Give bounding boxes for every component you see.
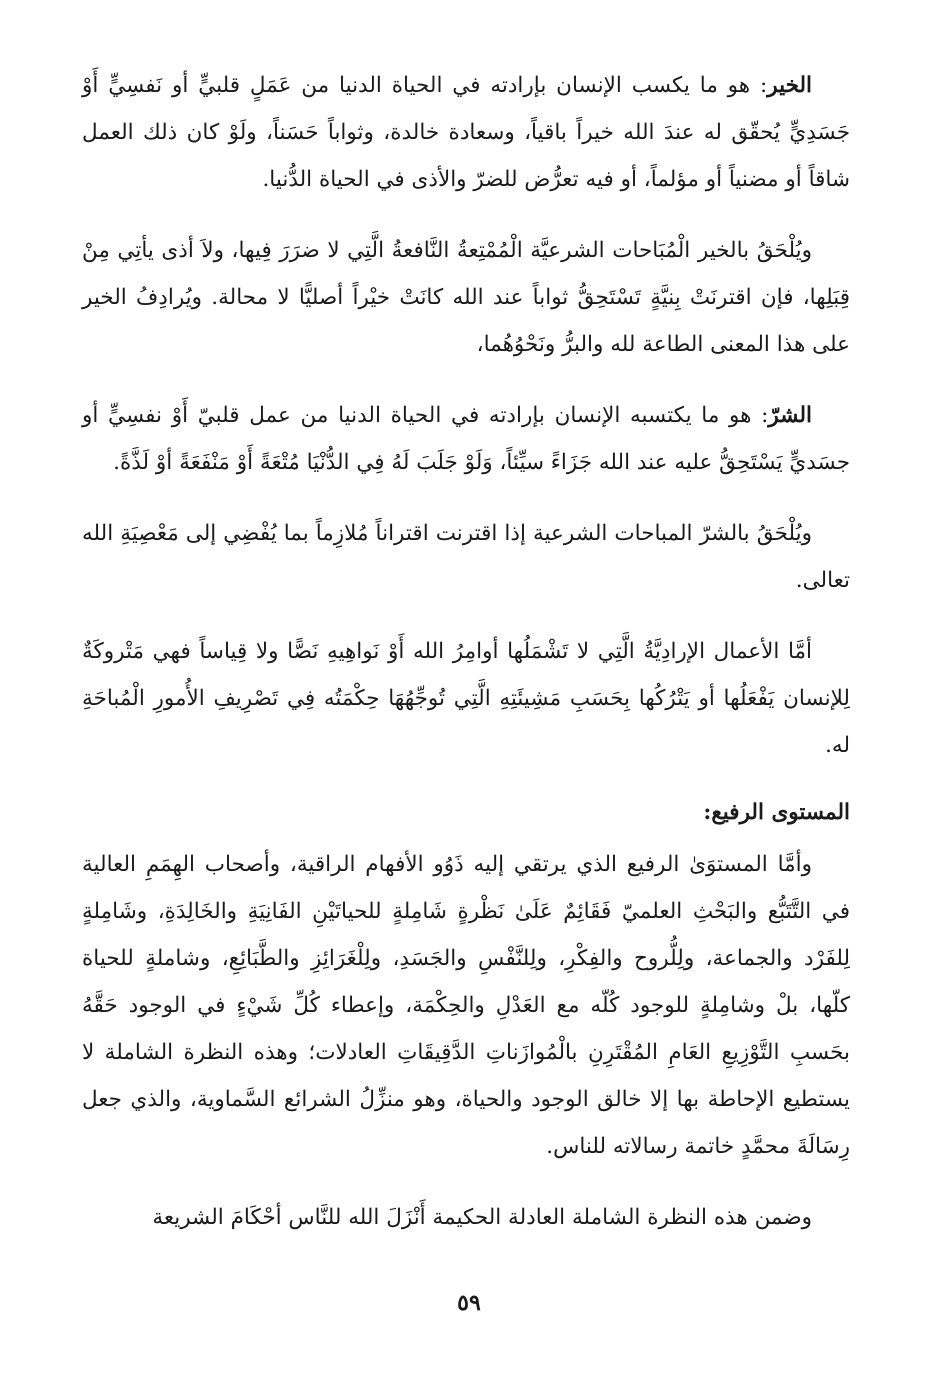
- paragraph-sharr: [82, 392, 850, 486]
- paragraph-mustawa: وأمَّا المستوَىٰ الرفيع الذي يرتقي إليه ذَوُو الأفهام الراقية، وأصحاب الهِمَمِ العالية في التَّتَبُّع والبَحْثِ العلميّ فَقَائِمٌ عَلَىٰ نَظْرةٍ شَامِلةٍ للحياتَيْنِ الفَانِيَةِ والخَالِدَةِ، وشَامِلةٍ لِلفَرْد والجماعة، ولِلُّروح والفِكْرِ، ولِلنَّفْسِ والجَسَدِ، ولِلْغَرَائِزِ والطَّبَائِعِ، وشاملةٍ للحياة كلّها، بلْ وشامِلةٍ للوجود كُلّه مع العَدْلِ والحِكْمَة، وإعطاء كُلِّ شَيْءٍ في الوجود حَقَّهُ بحَسبِ التَّوْزِيعِ العَامِ المُقْتَرِنِ بالْمُوازَناتِ الدَّقِيقَاتِ العادلات؛ وهذه النظرة الشاملة لا يستطيع الإحاطة بها إلا خالق الوجود والحياة، وهو منزِّلُ الشرائع السَّماوية، والذي جعل رِسَالَةَ محمَّدٍ خاتمة رسالاته للناس.: [82, 852, 850, 1159]
- paragraph-sharr-mubahat: ويُلْحَقُ بالشرّ المباحات الشرعية إذا اقترنت اقتراناً مُلازِماً بما يُفْضِي إلى مَعْصِيَةِ الله تعالى.: [82, 521, 850, 593]
- paragraph-khair-text: : هو ما يكسب الإنسان بإرادته في الحياة الدنيا من عَمَلٍ قلبيٍّ أو نَفسِيٍّ أَوْ جَسَدِيٍّ يُحقّق له عندَ الله خيراً باقياً، وسعادة خالدة، وثواباً حَسَناً، ولَوْ كان ذلك العمل شاقاً أو مضنياً أو مؤلماً، أو فيه تعرُّض للضرّ والأذى في الحياة الدُّنيا.: [82, 73, 850, 192]
- page-body: [82, 62, 850, 1265]
- page-number: ٥٩: [457, 1290, 481, 1316]
- term-khair: الخير: [767, 73, 812, 98]
- term-sharr: الشرّ: [768, 403, 812, 428]
- paragraph-dimna: وضمن هذه النظرة الشاملة العادلة الحكيمة أَنْزَلَ الله للنَّاس أحْكَامَ الشريعة: [152, 1205, 812, 1230]
- paragraph-irada: أمَّا الأعمال الإرادِيَّةُ الَّتِي لا تَشْمَلُها أوامِرُ الله أَوْ نَواهِيهِ نَصًّا ولا قِياساً فهي مَتْروكَةٌ لِلإنسان يَفْعَلُها أو يَتْرُكُها بِحَسَبِ مَشِيئَتِهِ الَّتِي تُوجِّهُهَا حِكْمَتُه فِي تَصْرِيفِ الأُمورِ الْمُباحَةِ له.: [82, 639, 850, 758]
- paragraph-khair: [82, 62, 850, 203]
- paragraph-khair-mubahat: ويُلْحَقُ بالخير الْمُبَاحات الشرعيَّة الْمُمْتِعةُ النَّافعةُ الَّتِي لا ضرَرَ فِيها، ولاَ أذى يأتِي مِنْ قِبَلِها، فإن اقترنَتْ بِنيَّةٍ تَسْتَحِقُّ ثواباً عند الله كانَتْ خيْراً أصليًّا لا محالة. ويُرادِفُ الخير على هذا المعنى الطاعة لله والبرُّ ونَحْوُهُما،: [82, 238, 850, 357]
- section-heading: المستوى الرفيع:: [703, 800, 850, 825]
- paragraph-sharr-text: : هو ما يكتسبه الإنسان بإرادته في الحياة الدنيا من عمل قلبيّ أَوْ نفسِيٍّ أو جسَديٍّ يَسْتَحِقُّ عليه عند الله جَزَاءً سيِّئاً، وَلَوْ جَلَبَ لَهُ فِي الدُّنْيَا مُتْعَةً أَوْ مَنْفَعَةً أوْ لَذَّةً.: [82, 403, 850, 475]
